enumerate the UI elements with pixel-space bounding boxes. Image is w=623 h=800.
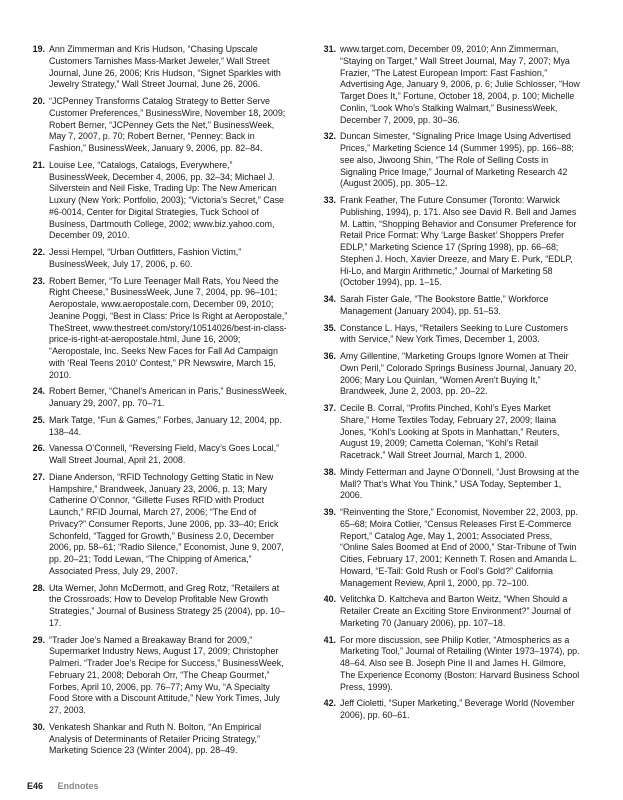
endnote-entry: [27, 472, 289, 578]
endnote-entry: [318, 467, 580, 502]
left-column: [27, 44, 289, 762]
endnote-number: 25.: [32, 414, 45, 425]
endnote-text: Venkatesh Shankar and Ruth N. Bolton, “An Empirical Analysis of Determinants of Retailer Pricing Strategy,” Marketing Science 23 (Winter 2004), pp. 28–49.: [49, 721, 262, 756]
endnote-text: Mark Tatge, “Fun & Games,” Forbes, January 12, 2004, pp. 138–44.: [49, 414, 282, 437]
endnote-number: 20.: [32, 96, 45, 106]
endnote-text: Vanessa O’Connell, “Reversing Field, Macy’s Goes Local,” Wall Street Journal, April 21, 2008.: [49, 443, 280, 465]
endnote-entry: [27, 160, 289, 242]
endnote-text: Jessi Hempel, “Urban Outfitters, Fashion Victim,” BusinessWeek, July 17, 2006, p. 60.: [49, 247, 242, 269]
endnote-text: Duncan Simester, “Signaling Price Image Using Advertised Prices,” Marketing Science 14 (Summer 1995), pp. 166–88; see also, Jiwoong Shin, “The Role of Selling Costs in Signaling Price Image,” Journal of Marketing Research 42 (August 2005), pp. 305–12.: [340, 131, 574, 189]
endnote-entry: [318, 323, 580, 347]
endnote-text: Diane Anderson, “RFID Technology Getting Static in New Hampshire,” Brandweek, January 23, 2006, p. 13; Mary Catherine O’Connor, “Gillette Fuses RFID with Product Launch,” RFID Journal, March 27, 2006; “The End of Privacy?” Consumer Reports, June 2006, pp. 33–40; Erick Schonfeld, “Tagged for Growth,” Business 2.0, December 2006, pp. 58–61; “Radio Silence,” Economist, June 9, 2007, pp. 20–21; Todd Lewan, “The Chipping of America,” Associated Press, July 29, 2007.: [49, 471, 284, 576]
endnote-text: Robert Berner, “Chanel’s American in Paris,” BusinessWeek, January 29, 2007, pp. 70–71.: [49, 386, 287, 408]
endnote-entry: [318, 507, 580, 589]
endnote-entry: [27, 96, 289, 155]
endnote-entry: [318, 403, 580, 462]
endnote-text: Robert Berner, “To Lure Teenager Mall Rats, You Need the Right Cheese,” BusinessWeek, June 7, 2004, pp. 96–101; Aeropostale, www.aeropostale.com, December 09, 2010; Jeanine Poggi, “Best in Class: Price Is Right at Aeropostale,” TheStreet, www.thestreet.com/story/10514026/best-in-class-price-is-right-at-aeropostale.html, June 16, 2009; “Aeropostale, Inc. Seeks New Faces for Fall Ad Campaign with ‘Real Teens 2010’ Contest,” PR Newswire, March 15, 2010.: [49, 275, 288, 380]
endnote-entry: [27, 583, 289, 630]
endnote-entry: [27, 635, 289, 717]
endnote-text: www.target.com, December 09, 2010; Ann Zimmerman, “Staying on Target,” Wall Street Journal, May 7, 2007; Mya Frazier, “The Latest European Import: Fast Fashion,” Advertising Age, January 9, 2006, p. 6; Julie Schlosser, “How Target Does It,” Fortune, October 18, 2004, p. 100; Michelle Conlin, “Look Who’s Stalking Walmart,” BusinessWeek, December 7, 2009, pp. 30–36.: [340, 44, 580, 125]
endnote-number: 35.: [323, 322, 336, 333]
footer-label: Endnotes: [57, 781, 99, 791]
endnote-entry: [318, 635, 580, 694]
endnote-entry: [318, 351, 580, 398]
endnote-number: 41.: [323, 634, 336, 645]
right-column: [318, 44, 580, 727]
endnote-number: 26.: [32, 443, 45, 454]
endnote-text: “JCPenney Transforms Catalog Strategy to Better Serve Customer Preferences,” BusinessWire, November 18, 2009; Robert Berner, “JCPenney Gets the Net,” BusinessWeek, May 7, 2007, p. 70; Robert Berner, “Penney: Back in Fashion,” BusinessWeek, January 9, 2006, pp. 82–84.: [49, 96, 286, 153]
endnote-entry: [27, 247, 289, 271]
endnote-text: Sarah Fister Gale, “The Bookstore Battle,” Workforce Management (January 2004), pp. 51–53.: [340, 294, 549, 316]
endnote-number: 38.: [323, 466, 336, 477]
endnote-text: Uta Werner, John McDermott, and Greg Rotz, “Retailers at the Crossroads: How to Develop Profitable New Growth Strategies,” Journal of Business Strategy 25 (2004), pp. 10–17.: [49, 582, 285, 628]
endnote-text: Louise Lee, “Catalogs, Catalogs, Everywhere,” BusinessWeek, December 4, 2006, pp. 32–34; Michael J. Silverstein and Neil Fiske, Trading Up: The New American Luxury (New York: Portfolio, 2003); “Victoria’s Secret,” Case #6-0014, Center for Digital Strategies, Tuck School of Business, Dartmouth College, 2002; www.biz.yahoo.com, December 09, 2010.: [49, 159, 284, 241]
page-footer: [27, 781, 99, 791]
endnote-entry: [318, 594, 580, 629]
endnote-entry: [318, 294, 580, 318]
endnote-number: 30.: [32, 721, 45, 732]
endnote-number: 24.: [32, 386, 45, 397]
endnote-text: Jeff Cioletti, “Super Marketing,” Beverage World (November 2006), pp. 60–61.: [340, 698, 575, 720]
endnote-number: 32.: [323, 131, 336, 142]
endnote-number: 29.: [32, 634, 45, 645]
endnote-number: 39.: [323, 507, 336, 517]
endnote-text: Amy Gillentine, “Marketing Groups Ignore Women at Their Own Peril,” Colorado Springs Business Journal, January 20, 2006; Mary Lou Quinlan, “Women Aren’t Buying It,” Brandweek, June 2, 2003, pp. 20–22.: [340, 351, 577, 397]
endnote-entry: [318, 698, 580, 722]
endnote-entry: [318, 44, 580, 126]
endnote-number: 23.: [32, 275, 45, 286]
endnote-number: 27.: [32, 471, 45, 482]
endnote-entry: [27, 415, 289, 439]
page-number: E46: [27, 781, 44, 791]
endnote-text: Cecile B. Corral, “Profits Pinched, Kohl’s Eyes Market Share,” Home Textiles Today, February 27, 2009; Ilaina Jones, “Kohl’s Looking at Spots in Manhattan,” Reuters, August 19, 2009; Cametta Coleman, “Kohl’s Retail Racetrack,” Wall Street Journal, March 1, 2000.: [340, 403, 560, 460]
endnote-entry: [27, 443, 289, 467]
endnote-number: 37.: [323, 403, 336, 413]
endnote-text: Ann Zimmerman and Kris Hudson, “Chasing Upscale Customers Tarnishes Mass-Market Jeweler,” Wall Street Journal, June 26, 2006; Kris Hudson, “Signet Sparkles with Jewelry Strategy,” Wall Street Journal, June 26, 2006.: [49, 44, 281, 90]
endnote-number: 40.: [323, 594, 336, 605]
endnote-entry: [27, 44, 289, 91]
endnote-entry: [27, 722, 289, 757]
endnote-number: 21.: [32, 159, 45, 170]
endnote-number: 19.: [32, 44, 45, 54]
endnote-text: “Trader Joe’s Named a Breakaway Brand for 2009,” Supermarket Industry News, August 17, 2009; Christopher Palmeri. “Trader Joe’s Recipe for Success,” BusinessWeek, February 21, 2008; Deborah Orr, “The Cheap Gourmet,” Forbes, April 10, 2006, pp. 76–77; Amy Wu, “A Specialty Food Store with a Discount Attitude,” New York Times, July 27, 2003.: [49, 634, 284, 715]
endnote-entry: [27, 386, 289, 410]
endnote-number: 34.: [323, 294, 336, 304]
endnote-text: “Reinventing the Store,” Economist, November 22, 2003, pp. 65–68; Moira Cotlier, “Census Releases First E-Commerce Report,” Catalog Age, May 1, 2001; Associated Press, “Online Sales Boomed at End of 2000,” Star-Tribune of Twin Cities, February 17, 2001; Kenneth T. Rosen and Amanda L. Howard, “E-Tail: Gold Rush or Fool’s Gold?” California Management Review, April 1, 2000, pp. 72–100.: [340, 507, 578, 588]
endnote-number: 22.: [32, 247, 45, 257]
endnote-text: Mindy Fetterman and Jayne O’Donnell, “Just Browsing at the Mall? That’s What You Think,” USA Today, September 1, 2006.: [340, 466, 580, 501]
endnote-text: Velitchka D. Kaltcheva and Barton Weitz, “When Should a Retailer Create an Exciting Store Environment?” Journal of Marketing 70 (January 2006), pp. 107–18.: [340, 594, 571, 628]
endnote-entry: [318, 131, 580, 190]
endnote-number: 33.: [323, 195, 336, 205]
endnote-text: For more discussion, see Philip Kotler, “Atmospherics as a Marketing Tool,” Journal of Retailing (Winter 1973–1974), pp. 48–64. Also see B. Joseph Pine II and James H. Gilmore, The Experience Economy (Boston: Harvard Business School Press, 1999).: [340, 634, 580, 692]
endnote-text: Frank Feather, The Future Consumer (Toronto: Warwick Publishing, 1994), p. 171. Also see David R. Bell and James M. Lattin, “Shopping Behavior and Consumer Preference for Retail Price Format: Why ‘Large Basket’ Shoppers Prefer EDLP,” Marketing Science 17 (Spring 1998), pp. 66–68; Stephen J. Hoch, Xavier Dreeze, and Mary E. Purk, “EDLP, Hi-Lo, and Margin Arithmetic,” Journal of Marketing 58 (October 1994), pp. 1–15.: [340, 195, 577, 288]
endnote-entry: [27, 276, 289, 382]
endnote-number: 42.: [323, 698, 336, 709]
endnote-number: 28.: [32, 582, 45, 593]
endnote-number: 36.: [323, 351, 336, 361]
endnote-number: 31.: [323, 44, 336, 54]
endnote-text: Constance L. Hays, “Retailers Seeking to Lure Customers with Service,” New York Times, December 1, 2003.: [340, 322, 568, 345]
endnote-entry: [318, 195, 580, 289]
